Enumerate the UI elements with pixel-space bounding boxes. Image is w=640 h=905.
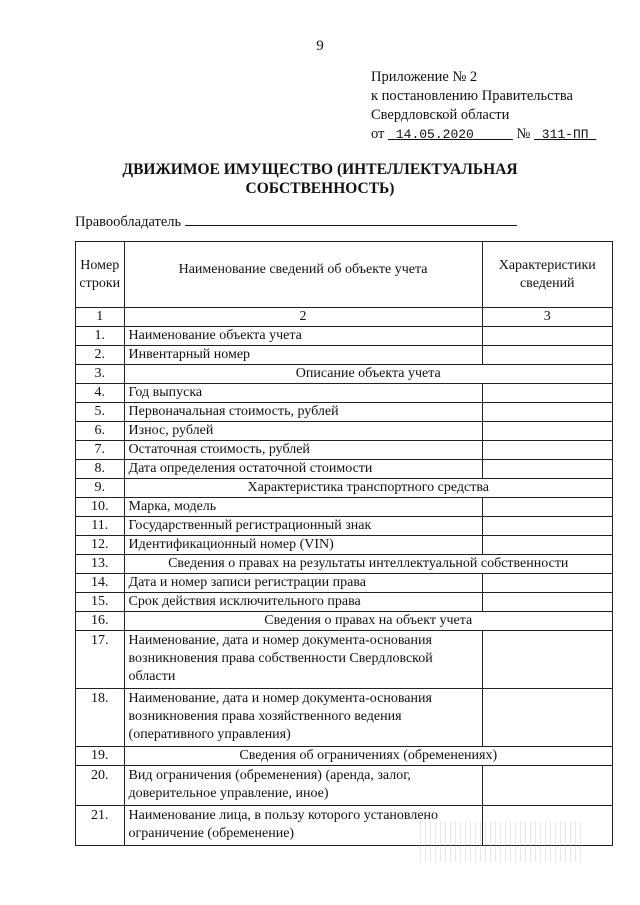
row-value-cell[interactable] xyxy=(482,327,612,346)
table-row xyxy=(76,441,613,460)
row-label: Наименование, дата и номер документа-основания возникновения права хозяйственного ведения (оперативного управления) xyxy=(124,689,482,747)
table-row xyxy=(76,631,613,689)
table-row xyxy=(76,612,613,631)
row-number: 6. xyxy=(76,422,125,441)
row-value-cell[interactable] xyxy=(482,460,612,479)
section-heading: Характеристика транспортного средства xyxy=(124,479,612,498)
row-label: Износ, рублей xyxy=(124,422,482,441)
table-row xyxy=(76,747,613,766)
row-label: Дата определения остаточной стоимости xyxy=(124,460,482,479)
resolution-date: 14.05.2020 xyxy=(395,127,474,142)
row-number: 2. xyxy=(76,346,125,365)
appendix-block xyxy=(371,68,596,144)
appendix-line-2: к постановлению Правительства xyxy=(371,88,573,104)
table-row xyxy=(76,346,613,365)
from-label: от xyxy=(371,126,385,142)
row-label: Наименование, дата и номер документа-основания возникновения права собственности Свердловской области xyxy=(124,631,482,689)
table-row xyxy=(76,689,613,747)
owner-label: Правообладатель xyxy=(75,214,182,230)
row-number: 5. xyxy=(76,403,125,422)
table-header xyxy=(76,242,613,308)
row-number: 11. xyxy=(76,517,125,536)
row-number: 14. xyxy=(76,574,125,593)
row-label: Государственный регистрационный знак xyxy=(124,517,482,536)
scan-artifact xyxy=(420,822,585,862)
property-table xyxy=(75,241,613,846)
table-row xyxy=(76,422,613,441)
header-name: Наименование сведений об объекте учета xyxy=(124,242,482,308)
table-row xyxy=(76,555,613,574)
row-number: 15. xyxy=(76,593,125,612)
row-number: 20. xyxy=(76,766,125,806)
row-label: Остаточная стоимость, рублей xyxy=(124,441,482,460)
number-label: № xyxy=(516,126,531,142)
row-label: Инвентарный номер xyxy=(124,346,482,365)
table-row xyxy=(76,593,613,612)
row-value-cell[interactable] xyxy=(482,536,612,555)
resolution-number: 311-ПП xyxy=(541,127,589,142)
row-value-cell[interactable] xyxy=(482,384,612,403)
title-line-1: ДВИЖИМОЕ ИМУЩЕСТВО (ИНТЕЛЛЕКТУАЛЬНАЯ xyxy=(122,161,518,178)
row-value-cell[interactable] xyxy=(482,403,612,422)
row-number: 8. xyxy=(76,460,125,479)
row-label: Марка, модель xyxy=(124,498,482,517)
table-row xyxy=(76,517,613,536)
document-title xyxy=(0,160,640,198)
index-cell: 1 xyxy=(76,308,125,327)
row-value-cell[interactable] xyxy=(482,631,612,689)
table-row xyxy=(76,384,613,403)
owner-field xyxy=(75,213,517,231)
header-num: Номер строки xyxy=(76,242,125,308)
row-number: 21. xyxy=(76,806,125,846)
row-number: 3. xyxy=(76,365,125,384)
row-label: Вид ограничения (обременения) (аренда, залог, доверительное управление, иное) xyxy=(124,766,482,806)
row-value-cell[interactable] xyxy=(482,441,612,460)
section-heading: Сведения о правах на объект учета xyxy=(124,612,612,631)
table-row xyxy=(76,479,613,498)
row-label: Идентификационный номер (VIN) xyxy=(124,536,482,555)
section-heading: Описание объекта учета xyxy=(124,365,612,384)
row-label: Наименование лица, в пользу которого установлено ограничение (обременение) xyxy=(124,806,482,846)
row-number: 9. xyxy=(76,479,125,498)
row-value-cell[interactable] xyxy=(482,517,612,536)
row-value-cell[interactable] xyxy=(482,593,612,612)
index-row xyxy=(76,308,613,327)
row-label: Срок действия исключительного права xyxy=(124,593,482,612)
owner-blank-line xyxy=(185,213,517,226)
row-number: 1. xyxy=(76,327,125,346)
row-number: 17. xyxy=(76,631,125,689)
appendix-date-line xyxy=(371,125,596,144)
appendix-line-3: Свердловской области xyxy=(371,107,510,123)
row-label: Наименование объекта учета xyxy=(124,327,482,346)
table-row xyxy=(76,403,613,422)
table-row xyxy=(76,365,613,384)
row-number: 4. xyxy=(76,384,125,403)
index-cell: 3 xyxy=(482,308,612,327)
row-number: 10. xyxy=(76,498,125,517)
section-heading: Сведения о правах на результаты интеллектуальной собственности xyxy=(124,555,612,574)
title-line-2: СОБСТВЕННОСТЬ) xyxy=(245,180,395,197)
row-value-cell[interactable] xyxy=(482,689,612,747)
table-row xyxy=(76,327,613,346)
table-row xyxy=(76,536,613,555)
row-value-cell[interactable] xyxy=(482,498,612,517)
index-cell: 2 xyxy=(124,308,482,327)
table-row xyxy=(76,766,613,806)
page-number: 9 xyxy=(316,38,324,54)
section-heading: Сведения об ограничениях (обременениях) xyxy=(124,747,612,766)
appendix-line-1: Приложение № 2 xyxy=(371,69,478,85)
row-number: 19. xyxy=(76,747,125,766)
row-value-cell[interactable] xyxy=(482,574,612,593)
row-number: 18. xyxy=(76,689,125,747)
row-value-cell[interactable] xyxy=(482,346,612,365)
row-value-cell[interactable] xyxy=(482,422,612,441)
table-row xyxy=(76,574,613,593)
row-value-cell[interactable] xyxy=(482,766,612,806)
row-label: Дата и номер записи регистрации права xyxy=(124,574,482,593)
row-number: 13. xyxy=(76,555,125,574)
row-label: Первоначальная стоимость, рублей xyxy=(124,403,482,422)
row-number: 7. xyxy=(76,441,125,460)
table-row xyxy=(76,460,613,479)
row-number: 12. xyxy=(76,536,125,555)
row-label: Год выпуска xyxy=(124,384,482,403)
table-row xyxy=(76,498,613,517)
header-char: Характеристики сведений xyxy=(482,242,612,308)
row-number: 16. xyxy=(76,612,125,631)
